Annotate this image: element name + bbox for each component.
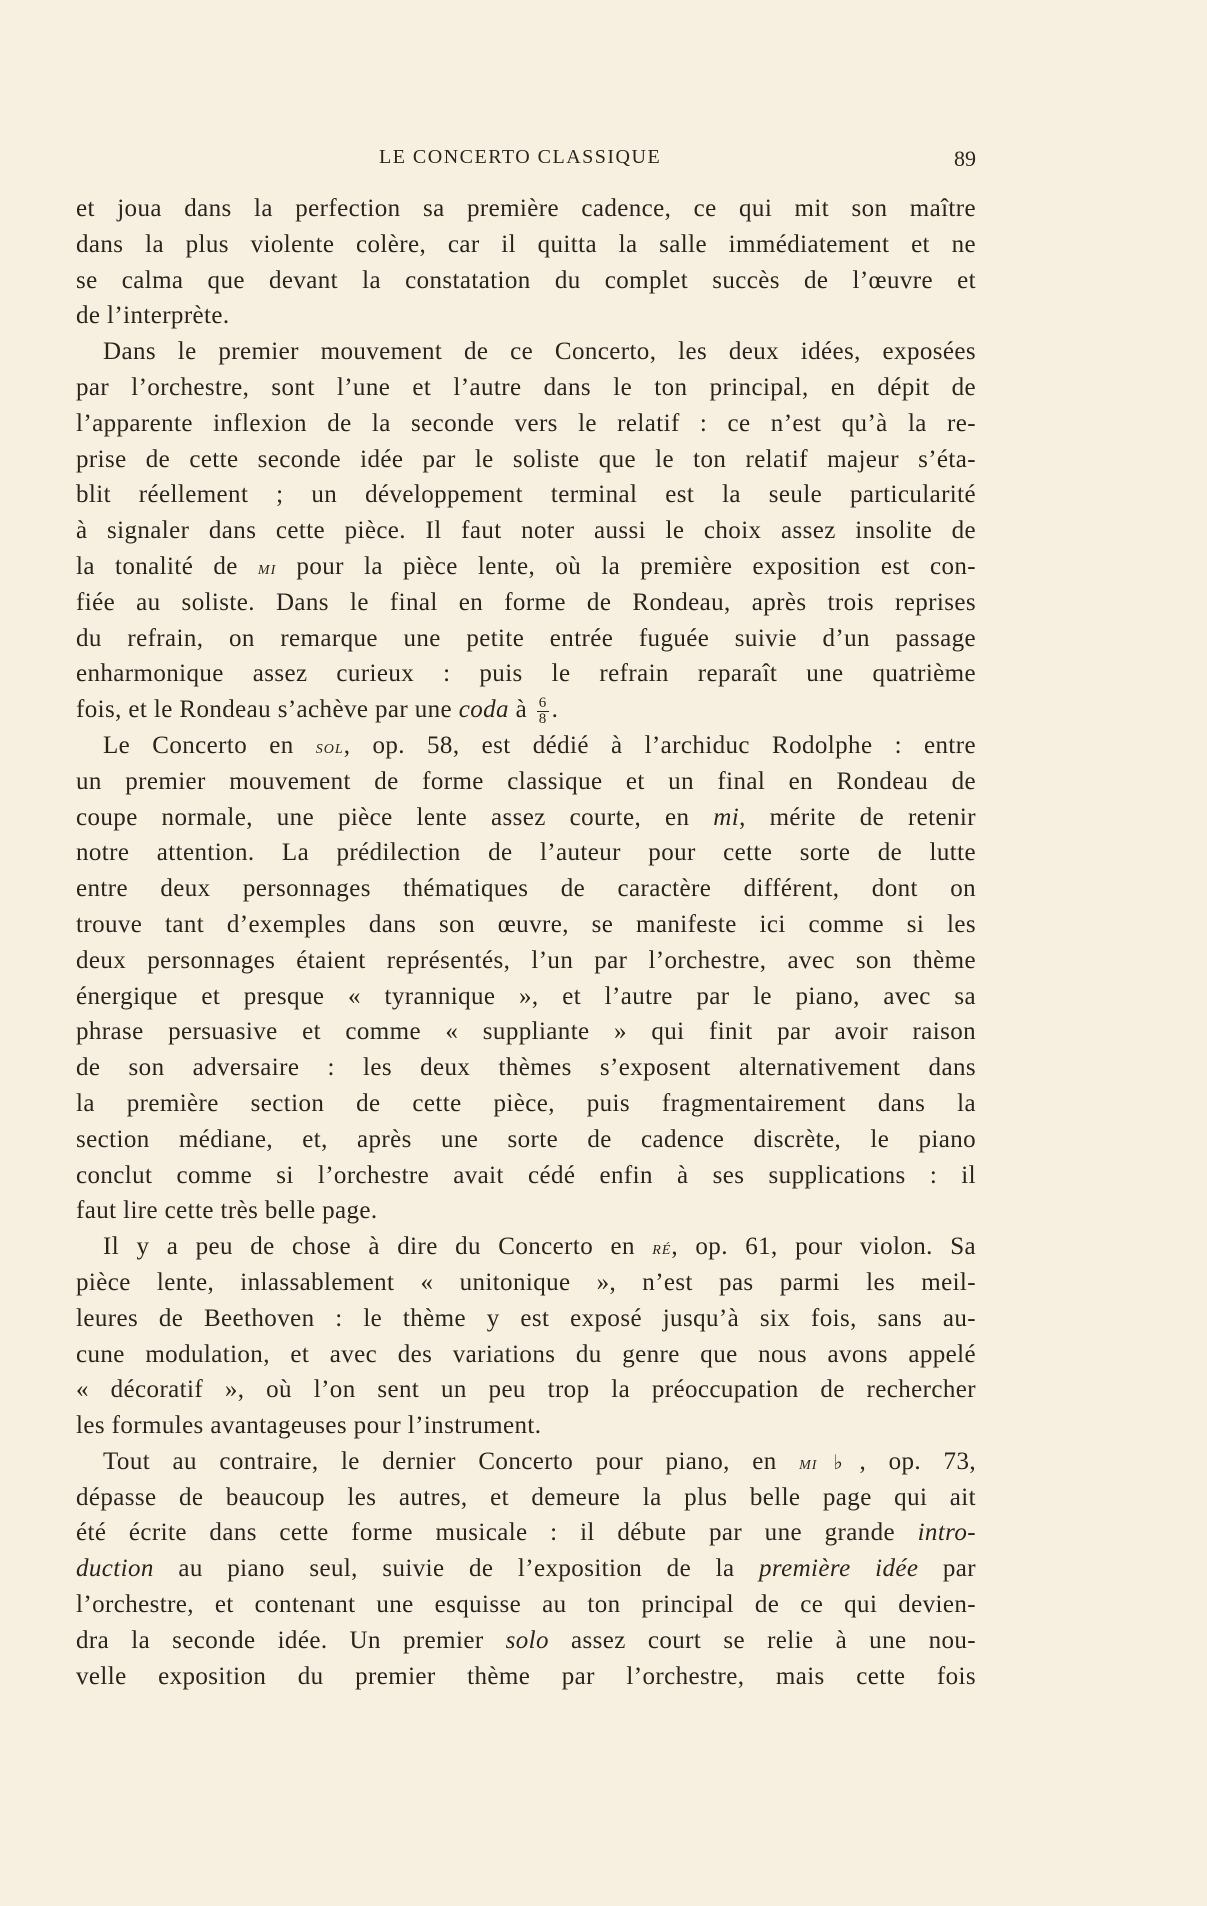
running-title: LE CONCERTO CLASSIQUE	[379, 146, 662, 168]
text-line: à signaler dans cette pièce. Il faut noter aussi le choix assez insolite de	[76, 517, 976, 545]
text-line: par l’orchestre, sont l’une et l’autre dans le ton principal, en dépit de	[76, 373, 976, 401]
text-line: trouve tant d’exemples dans son œuvre, se manifeste ici comme si les	[76, 910, 976, 938]
text-line: fiée au soliste. Dans le final en forme de Rondeau, après trois reprises	[76, 588, 976, 616]
body-text	[76, 191, 976, 1694]
text-line: pièce lente, inlassablement « unitonique », n’est pas parmi les meil-	[76, 1268, 976, 1296]
text-line: et joua dans la perfection sa première cadence, ce qui mit son maître	[76, 195, 976, 222]
text-line: fois, et le Rondeau s’achève par une coda à $\frac{6}{8}$ .	[76, 694, 559, 727]
text-line: entre deux personnages thématiques de caractère différent, dont on	[76, 875, 976, 903]
italic-term: première idée	[758, 1555, 919, 1583]
text-line: Le Concerto en sol, op. 58, est dédié à l’archiduc Rodolphe : entre	[103, 731, 977, 759]
text-line: du refrain, on remarque une petite entrée fuguée suivie d’un passage	[76, 624, 976, 652]
text-line: de son adversaire : les deux thèmes s’exposent alternativement dans	[76, 1054, 976, 1082]
text-line: leures de Beethoven : le thème y est exposé jusqu’à six fois, sans au-	[76, 1304, 976, 1332]
text-line: blit réellement ; un développement terminal est la seule particularité	[76, 481, 976, 509]
key-name: sol	[315, 735, 344, 758]
time-signature-fraction	[537, 696, 549, 727]
running-head	[76, 146, 976, 174]
italic-term: solo	[505, 1626, 549, 1654]
text-line: section médiane, et, après une sorte de cadence discrète, le piano	[76, 1125, 976, 1153]
text-line: l’orchestre, et contenant une esquisse au ton principal de ce qui devien-	[76, 1591, 976, 1619]
text-line: Il y a peu de chose à dire du Concerto en ré, op. 61, pour violon. Sa	[103, 1233, 976, 1261]
italic-term: duction	[76, 1555, 154, 1583]
italic-term: intro-	[917, 1519, 976, 1547]
fraction-denominator: 8	[538, 710, 547, 727]
text-line: phrase persuasive et comme « suppliante » qui finit par avoir raison	[76, 1018, 976, 1046]
text-line: la première section de cette pièce, puis fragmentairement dans la	[76, 1089, 976, 1117]
text-line: cune modulation, et avec des variations du genre que nous avons appelé	[76, 1340, 976, 1368]
text-line: deux personnages étaient représentés, l’un par l’orchestre, avec son thème	[76, 946, 976, 974]
key-name: mi♭	[799, 1451, 860, 1474]
text-line: faut lire cette très belle page.	[76, 1197, 378, 1225]
text-line: les formules avantageuses pour l’instrument.	[76, 1412, 542, 1440]
text-line: coupe normale, une pièce lente assez courte, en mi, mérite de retenir	[76, 803, 976, 831]
italic-term: mi	[713, 803, 740, 831]
text-line: été écrite dans cette forme musicale : il débute par une grande intro-	[76, 1519, 976, 1547]
fraction-numerator: 6	[538, 694, 547, 711]
text-line: énergique et presque « tyrannique », et l’autre par le piano, avec sa	[76, 982, 976, 1010]
text-line: de l’interprète.	[76, 302, 230, 330]
text-line: notre attention. La prédilection de l’auteur pour cette sorte de lutte	[76, 839, 976, 867]
text-line: prise de cette seconde idée par le soliste que le ton relatif majeur s’éta-	[76, 445, 976, 473]
text-line: velle exposition du premier thème par l’orchestre, mais cette fois	[76, 1662, 976, 1690]
key-name: mi	[257, 556, 277, 579]
italic-term: coda	[458, 696, 509, 724]
text-line: l’apparente inflexion de la seconde vers le relatif : ce n’est qu’à la re-	[76, 409, 976, 437]
text-line: duction au piano seul, suivie de l’exposition de la première idée par	[76, 1555, 976, 1583]
text-line: se calma que devant la constatation du complet succès de l’œuvre et	[76, 266, 976, 294]
key-name: ré	[652, 1237, 672, 1260]
text-line: conclut comme si l’orchestre avait cédé enfin à ses supplications : il	[76, 1161, 976, 1189]
text-line: Dans le premier mouvement de ce Concerto, les deux idées, exposées	[103, 338, 976, 366]
text-line: un premier mouvement de forme classique et un final en Rondeau de	[76, 767, 976, 795]
text-line: dépasse de beaucoup les autres, et demeure la plus belle page qui ait	[76, 1483, 976, 1511]
page-number: 89	[954, 146, 976, 171]
text-line: dans la plus violente colère, car il quitta la salle immédiatement et ne	[76, 230, 976, 258]
text-line: la tonalité de mi pour la pièce lente, où la première exposition est con-	[76, 552, 976, 580]
text-line: dra la seconde idée. Un premier solo assez court se relie à une nou-	[76, 1626, 976, 1654]
text-line: enharmonique assez curieux : puis le refrain reparaît une quatrième	[76, 660, 976, 688]
text-line: Tout au contraire, le dernier Concerto pour piano, en mi♭, op. 73,	[103, 1447, 976, 1475]
text-line: « décoratif », où l’on sent un peu trop la préoccupation de rechercher	[76, 1376, 976, 1404]
